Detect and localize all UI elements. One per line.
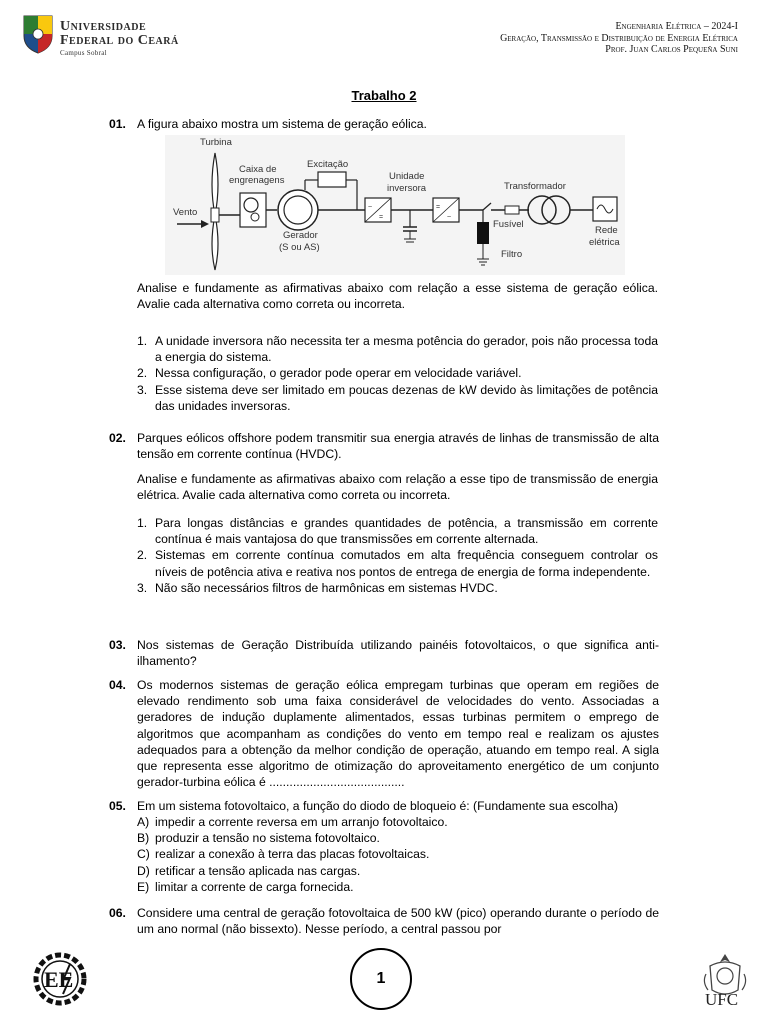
- question-03: [109, 637, 659, 669]
- option-item: [137, 830, 658, 846]
- option-letter: E): [137, 879, 150, 894]
- label-caixa1: Caixa de: [239, 164, 277, 175]
- option-item: [137, 863, 658, 879]
- label-filtro: Filtro: [501, 249, 523, 260]
- question-01-items: [137, 333, 658, 414]
- option-letter: D): [137, 863, 150, 878]
- item-text: A unidade inversora não necessita ter a mesma potência do gerador, pois não processa toda a energia do sistema.: [155, 334, 658, 365]
- excitation-box: [318, 172, 346, 187]
- ufc-logo-text: UFC: [705, 990, 739, 1009]
- page-number: 1: [350, 948, 412, 1010]
- option-text: limitar a corrente de carga fornecida.: [155, 879, 354, 894]
- item-number: 3.: [137, 382, 148, 397]
- option-item: [137, 879, 658, 895]
- question-02-analysis: Analise e fundamente as afirmativas abaixo com relação a esse tipo de transmissão de energia elétrica. Avalie cada alternativa como correta ou incorreta.: [137, 472, 658, 503]
- label-rede1: Rede: [595, 225, 618, 236]
- item-number: 3.: [137, 580, 148, 595]
- option-text: impedir a corrente reversa em um arranjo fotovoltaico.: [155, 815, 448, 829]
- list-item: [137, 515, 658, 547]
- label-transformador: Transformador: [504, 181, 566, 192]
- page-title: Trabalho 2: [351, 88, 417, 103]
- question-text: Em um sistema fotovoltaico, a função do diodo de bloqueio é: (Fundamente sua escolha): [137, 799, 619, 813]
- question-text: Nos sistemas de Geração Distribuída utilizando painéis fotovoltaicos, o que significa anti-ilhamento?: [137, 638, 659, 669]
- label-unidade1: Unidade: [389, 171, 425, 182]
- question-number: 05.: [109, 799, 126, 813]
- university-name-line1: Universidade: [60, 19, 147, 34]
- turbine-blades: [211, 153, 219, 270]
- question-02-items: [137, 515, 658, 596]
- option-letter: A): [137, 815, 150, 829]
- option-item: [137, 846, 658, 862]
- question-02: [109, 430, 659, 462]
- question-text: A figura abaixo mostra um sistema de geração eólica.: [137, 117, 427, 131]
- university-name-line2: Federal do Ceará: [60, 33, 179, 48]
- subject-name: Geração, Transmissão e Distribuição de Energia Elétrica: [500, 32, 738, 44]
- ee-logo-text: EE: [44, 967, 74, 992]
- svg-text:~: ~: [447, 214, 452, 221]
- question-number: 01.: [109, 117, 126, 131]
- item-text: Esse sistema deve ser limitado em poucas dezenas de kW devido às limitações de potência das unidades inversoras.: [155, 382, 658, 413]
- label-caixa2: engrenagens: [229, 175, 285, 186]
- list-item: [137, 365, 658, 381]
- option-letter: B): [137, 831, 150, 846]
- university-name: [60, 20, 179, 48]
- option-text: produzir a tensão no sistema fotovoltaico.: [155, 831, 380, 846]
- label-fusivel: Fusível: [493, 219, 524, 230]
- question-text: Parques eólicos offshore podem transmitir sua energia através de linhas de transmissão de alta tensão em corrente contínua (HVDC).: [137, 431, 659, 462]
- question-05: [109, 798, 659, 814]
- question-text: Considere uma central de geração fotovoltaica de 500 kW (pico) operando durante o período de um ano normal (não bissexto). Nesse período, a central passou por: [137, 906, 659, 937]
- campus-name: Campus Sobral: [60, 49, 107, 57]
- item-text: Nessa configuração, o gerador pode operar em velocidade variável.: [155, 366, 522, 381]
- university-crest-icon: [22, 14, 54, 54]
- label-turbina: Turbina: [200, 137, 232, 148]
- label-vento: Vento: [173, 207, 198, 218]
- svg-text:~: ~: [368, 204, 373, 211]
- question-number: 02.: [109, 431, 126, 445]
- label-gerador2: (S ou AS): [279, 242, 320, 253]
- question-number: 04.: [109, 678, 126, 692]
- question-number: 06.: [109, 906, 126, 920]
- question-06: [109, 905, 659, 937]
- item-text: Sistemas em corrente contínua comutados em alta frequência conseguem controlar os níveis de potência ativa e reativa nos pontos de entrega de energia de forma independente.: [155, 548, 658, 579]
- question-01: [109, 116, 659, 132]
- question-01-analysis: Analise e fundamente as afirmativas abaixo com relação a esse sistema de geração eólica. Avalie cada alternativa como correta ou incorreta.: [137, 281, 658, 312]
- label-gerador1: Gerador: [283, 230, 318, 241]
- professor-name: Prof. Juan Carlos Pequeña Suni: [605, 44, 738, 55]
- option-text: retificar a tensão aplicada nas cargas.: [155, 863, 361, 878]
- filter-block: [477, 222, 489, 244]
- option-item: [137, 814, 658, 830]
- university-logo: [22, 14, 182, 58]
- list-item: [137, 333, 658, 365]
- list-item: [137, 382, 658, 414]
- ee-logo-icon: [30, 950, 90, 1008]
- svg-text:=: =: [379, 214, 384, 221]
- label-rede2: elétrica: [589, 237, 620, 248]
- question-05-options: [137, 814, 658, 895]
- course-name: Engenharia Elétrica – 2024-I: [615, 21, 738, 32]
- item-number: 1.: [137, 334, 148, 348]
- question-number: 03.: [109, 638, 126, 652]
- label-unidade2: inversora: [387, 183, 427, 194]
- list-item: [137, 580, 658, 596]
- item-number: 1.: [137, 516, 148, 530]
- item-number: 2.: [137, 366, 148, 381]
- course-header: [500, 21, 738, 56]
- list-item: [137, 547, 658, 579]
- svg-text:=: =: [436, 204, 441, 211]
- item-text: Para longas distâncias e grandes quantidades de potência, a transmissão em corrente contínua é mais vantajosa do que transmissões em corrente alternada.: [155, 516, 658, 547]
- label-excitacao: Excitação: [307, 159, 349, 170]
- fuse: [505, 206, 519, 214]
- option-letter: C): [137, 847, 150, 862]
- question-04: [109, 677, 659, 790]
- item-text: Não são necessários filtros de harmônicas em sistemas HVDC.: [155, 580, 498, 595]
- wind-generation-diagram: [165, 135, 625, 275]
- option-text: realizar a conexão à terra das placas fotovoltaicas.: [155, 847, 430, 862]
- question-text: Os modernos sistemas de geração eólica empregam turbinas que operam em regiões de elevado rendimento sob uma faixa considerável de velocidades do vento. Associadas a geradores de indução duplamente alimentados, essas turbinas permitem o emprego de algoritmos que acompanham as condições do vento em tempo real e realizam os ajustes adequados para a obtenção da melhor condição de operação, atuando em tempo real. A sigla que representa esse algoritmo de otimização do aproveitamento energético de um conjunto gerador-turbina eólica é ........................................: [137, 678, 659, 790]
- item-number: 2.: [137, 548, 148, 563]
